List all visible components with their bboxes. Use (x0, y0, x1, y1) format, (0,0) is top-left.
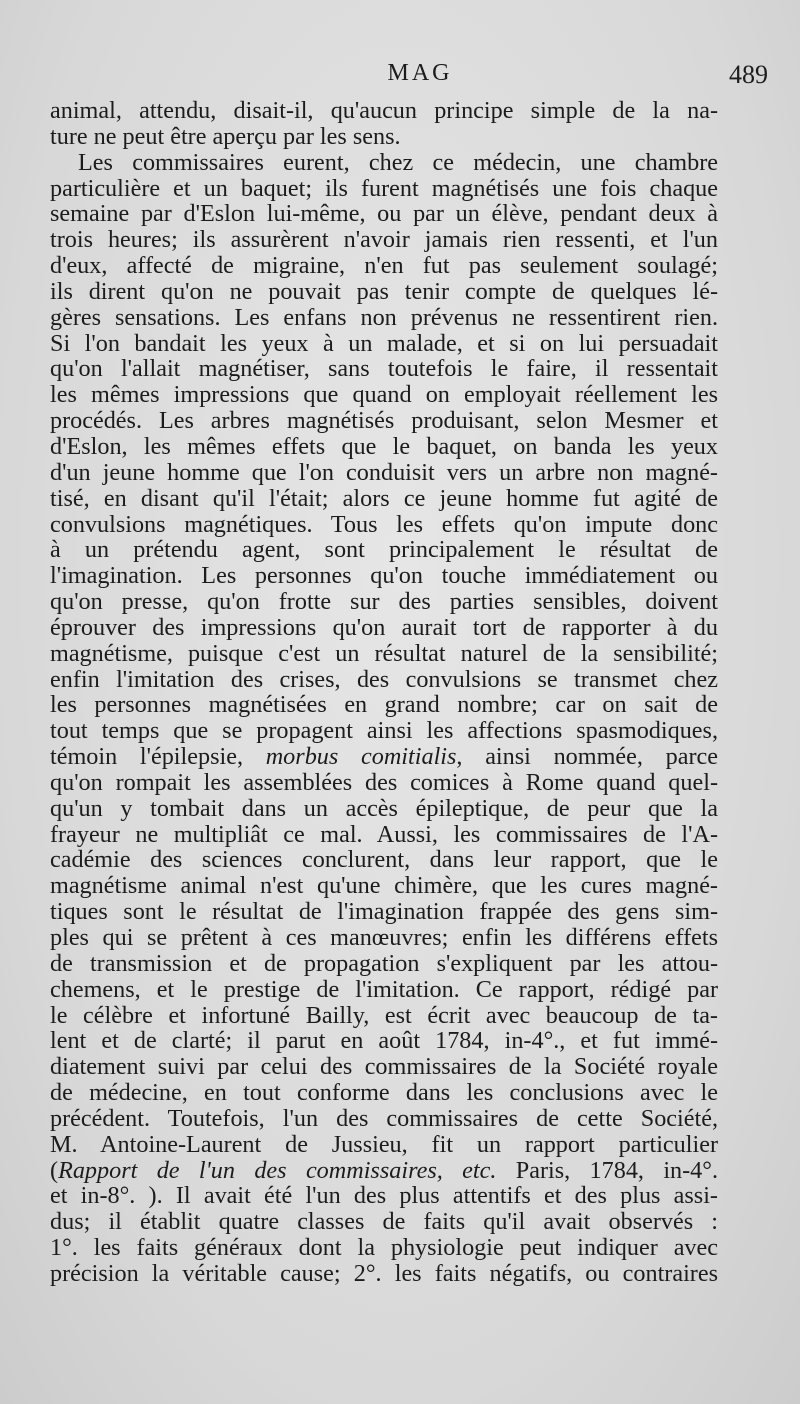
text-line: les mêmes impressions que quand on employait réellement les (50, 382, 718, 409)
text-line: semaine par d'Eslon lui-même, ou par un élève, pendant deux à (50, 201, 718, 228)
text-line: ture ne peut être aperçu par les sens. (50, 123, 401, 150)
text-line: trois heures; ils assurèrent n'avoir jamais rien ressenti, et l'un (50, 227, 718, 254)
text-line: l'imagination. Les personnes qu'on touche immédiatement ou (50, 563, 718, 590)
text-line: M. Antoine-Laurent de Jussieu, fit un rapport particulier (50, 1131, 718, 1158)
text-line: les personnes magnétisées en grand nombre; car on sait de (50, 692, 718, 719)
text-line: le célèbre et infortuné Bailly, est écrit avec beaucoup de ta- (50, 1002, 718, 1029)
text-line-segment: ( (50, 1157, 59, 1184)
text-line: diatement suivi par celui des commissaires de la Société royale (50, 1054, 718, 1081)
text-line: qu'on l'allait magnétiser, sans toutefois le faire, il ressentait (50, 356, 718, 383)
text-line: de transmission et de propagation s'expliquent par les attou- (50, 950, 718, 977)
text-line: dus; il établit quatre classes de faits qu'il avait observés : (50, 1209, 718, 1236)
text-line: qu'on rompait les assemblées des comices à Rome quand quel- (50, 769, 718, 796)
text-line: particulière et un baquet; ils furent magnétisés une fois chaque (50, 175, 718, 202)
text-line: magnétisme animal n'est qu'une chimère, que les cures magné- (50, 873, 718, 900)
text-line: Les commissaires eurent, chez ce médecin, une chambre (78, 149, 718, 176)
text-line: précision la véritable cause; 2°. les faits négatifs, ou contraires (50, 1260, 718, 1287)
text-line: et in-8°. ). Il avait été l'un des plus attentifs et des plus assi- (50, 1183, 718, 1210)
text-line (50, 1158, 718, 1184)
text-line: d'Eslon, les mêmes effets que le baquet, on banda les yeux (50, 433, 718, 460)
text-line: à un prétendu agent, sont principalement le résultat de (50, 537, 718, 564)
text-line-segment: Paris, 1784, in-4°. (496, 1157, 718, 1184)
text-line (50, 744, 718, 770)
text-line: ils dirent qu'on ne pouvait pas tenir compte de quelques lé- (50, 278, 718, 305)
page-number: 489 (729, 60, 768, 89)
text-line-segment: témoin l'épilepsie, (50, 744, 266, 770)
text-line-segment: , ainsi nommée, parce (456, 744, 718, 770)
text-line: d'eux, affecté de migraine, n'en fut pas seulement soulagé; (50, 253, 718, 279)
body-text (50, 98, 718, 1287)
text-line: enfin l'imitation des crises, des convulsions se transmet chez (50, 666, 718, 693)
text-line: qu'on presse, qu'on frotte sur des parties sensibles, doivent (50, 589, 718, 615)
text-line: frayeur ne multipliât ce mal. Aussi, les commissaires de l'A- (50, 821, 718, 848)
text-line: tiques sont le résultat de l'imagination frappée des gens sim- (50, 899, 718, 925)
text-line: cadémie des sciences conclurent, dans leur rapport, que le (50, 847, 718, 874)
text-line: éprouver des impressions qu'on aurait tort de rapporter à du (50, 614, 718, 641)
text-line: qu'un y tombait dans un accès épileptique, de peur que la (50, 795, 718, 822)
text-line: tisé, en disant qu'il l'était; alors ce jeune homme fut agité de (50, 485, 718, 512)
text-line: lent et de clarté; il parut en août 1784, in-4°., et fut immé- (50, 1028, 718, 1055)
text-line: tout temps que se propagent ainsi les affections spasmodiques, (50, 718, 718, 745)
text-line: gères sensations. Les enfans non prévenus ne ressentirent rien. (50, 304, 718, 331)
text-line: convulsions magnétiques. Tous les effets qu'on impute donc (50, 511, 718, 538)
running-title: MAG (387, 60, 453, 86)
text-line: chemens, et le prestige de l'imitation. Ce rapport, rédigé par (50, 976, 718, 1003)
page-header (52, 60, 768, 96)
text-line: d'un jeune homme que l'on conduisit vers un arbre non magné- (50, 459, 718, 486)
text-line: procédés. Les arbres magnétisés produisant, selon Mesmer et (50, 408, 718, 434)
text-line: précédent. Toutefois, l'un des commissaires de cette Société, (50, 1105, 718, 1132)
text-line: animal, attendu, disait-il, qu'aucun principe simple de la na- (50, 98, 718, 124)
italic-citation: Rapport de l'un des commissaires, etc. (58, 1157, 497, 1184)
text-line: ples qui se prêtent à ces manœuvres; enfin les différens effets (50, 925, 718, 951)
text-line: Si l'on bandait les yeux à un malade, et si on lui persuadait (50, 330, 718, 357)
italic-citation: morbus comitialis (265, 744, 457, 770)
text-line: 1°. les faits généraux dont la physiologie peut indiquer avec (50, 1235, 718, 1261)
text-line: magnétisme, puisque c'est un résultat naturel de la sensibilité; (50, 640, 718, 667)
text-line: de médecine, en tout conforme dans les conclusions avec le (50, 1080, 718, 1106)
